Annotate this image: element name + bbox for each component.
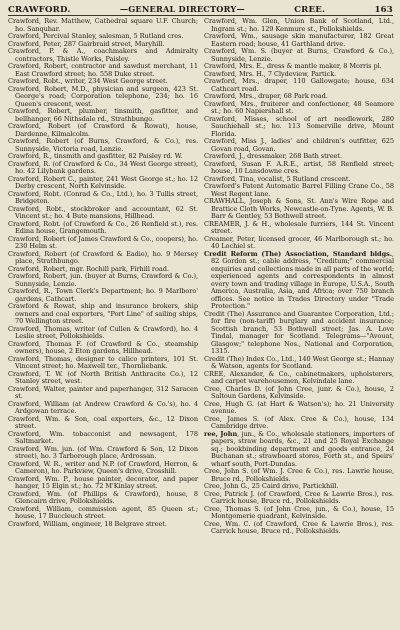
directory-entry: Crawford, Mrs., draper, 110 Gallowgate; house, 634 Cathcart road.: [204, 77, 394, 93]
page-number: 163: [374, 5, 393, 15]
directory-entry: CREE, Alexander, & Co., cabinetmakers, upholsterers, and carpet warehousemen, Kelvindale lane.: [204, 369, 394, 385]
directory-entry: Credit (The) Assurance and Guarantee Corporation, Ltd.; for fire (non-tariff) burglary and accident insurance; Scottish branch, 53 Bothwell street; Jas. A. Love Tindal, manager for Scotland. Telegrams—"Avouat, Glasgow;" telephone Nos., National and Corporation, 1315.: [204, 309, 394, 355]
directory-entry: Cree, John G., 25 Caird drive, Partickhill.: [204, 482, 339, 490]
header-rule: [8, 15, 393, 16]
directory-entry: Crawford, Robert, mgr. Rochill park, Firhill road.: [8, 264, 169, 273]
directory-entry: Crawford, Peter, 287 Gairbraid street, Maryhill.: [8, 39, 165, 48]
directory-entry: Crawford, Wm. jun. (of Wm. Crawford & Son, 12 Dixon street), ho. 3 Tarborough place, Ardrossan.: [8, 444, 198, 460]
directory-entry: Crawford, Misses, school of art needlework, 280 Sauchiehall st.; ho. 113 Somerville drive, Mount Florida.: [204, 114, 394, 138]
directory-entry: Crawford, Mrs. H., 7 Clydeview, Partick.: [204, 69, 337, 78]
directory-entry: Crawford & Rowat, ship and insurance brokers, ship owners and coal exporters, "Port Line" of sailing ships, 70 Wellington street.: [8, 302, 198, 325]
directory-entry: Crawford, Wm. P., house painter, decorator, and paper hanger, 15 Elgin st.; ho. 72 M'Kinlay street.: [8, 474, 198, 490]
directory-entry: Cree, John S. (of Wm. J. Cree & Co.), res. Lawrie house, Bruce rd., Pollokshields.: [204, 467, 394, 483]
directory-entry: Cree, Hugh G. (at Hart & Watson's); ho. 21 University avenue.: [204, 399, 394, 415]
directory-entry: ree, John, jun., & Co., wholesale stationers, importers of papers, straw boards, &c., 21 and 25 Royal Exchange sq.; bookbinding department and goods entrance, 24 Buchanan st.; strawboard stores, Forth st., and Speirs' wharf south, Port-Dundas.: [204, 429, 394, 468]
directory-entry: Crawford, R., Town Clerk's Department; ho. 9 Marlboro' gardens, Cathcart.: [8, 287, 198, 303]
directory-entry: Crawford, Wm., sausage skin manufacturer, 182 Great Eastern road; house, 41 Garthland drive.: [204, 32, 394, 48]
directory-entry: Crawford, Robt., stockbroker and accountant, 62 St. Vincent st.; ho. 4 Bute mansions, Hillhead.: [8, 204, 198, 220]
directory-entry: Creamer, Peter, licensed grocer, 46 Marlborough st.; ho. 40 Lochiel st.: [204, 234, 394, 250]
directory-entry: Crawford, W. R., writer and N.P. (of Crawford, Herron, & Cameron), ho. Parkview, Queen's drive, Crosshill.: [8, 459, 198, 475]
directory-entry: Crawford, Wm. S. (buyer at Burns, Crawford & Co.), Sunnyside, Lenzie.: [204, 47, 394, 63]
directory-entry: CREAMER, J. & H., wholesale furriers, 144 St. Vincent street.: [204, 219, 394, 235]
directory-entry: Cree, Patrick J. (of Crawford, Cree & Lawrie Bros.), res. Carrick house, Bruce rd., Pollokshields.: [204, 489, 394, 505]
directory-entry: Crawford, Robert, plumber, tinsmith, gasfitter, and bellhanger, 66 Nithsdale rd., Strathbungo.: [8, 107, 198, 123]
directory-entry: Crawford, William, commission agent, 85 Queen st.; house, 17 Buccleuch street.: [8, 504, 198, 520]
directory-entry: Crawford, Tina, vocalist, 5 Rutland crescent.: [204, 174, 351, 183]
directory-entry: Crawford, Wm. Glen, Union Bank of Scotland, Ltd., Ingram st.; ho. 129 Kenmure st., Pollokshields.: [204, 17, 394, 33]
directory-entry: Crawford, Robt., writer, 234 West George street.: [8, 77, 168, 85]
directory-entry: Crawford, Mrs. E., dress & mantle maker, 8 Morris pl.: [204, 62, 382, 70]
directory-entry: Crawford, Robert (of James Crawford & Co., coopers), ho. 230 Helm st.: [8, 234, 198, 250]
directory-entry: Cree, Charles D. (of John Cree, junr. & Co.), house, 2 Saltoun Gardens, Kelvinside.: [204, 384, 394, 400]
directory-entry: Crawford, Wm. & Son, coal exporters, &c., 12 Dixon street.: [8, 414, 198, 430]
header-right: CREE.: [294, 5, 326, 15]
directory-entry: Crawford, William, engineer, 18 Belgrave street.: [8, 519, 167, 528]
directory-entry: Crawford, Robert (of Crawford & Rowat), house, Dardenne, Kilmalcolm.: [8, 122, 198, 138]
directory-entry: Crawford, Thomas, designer to calico printers, 101 St. Vincent street; ho. Maxwell ter., Thornliebank.: [8, 354, 198, 370]
directory-entry: Cree, James S. (of Alex. Cree & Co.), house, 134 Cambridge drive.: [204, 414, 394, 430]
directory-entry: Crawford, Rev. Matthew, Cathedral square U.F. Church; ho. Sanquhar.: [8, 17, 198, 33]
directory-entry: Crawford, Robert, contractor and sawdust merchant, 11 East Crawford street; ho. 558 Duke street.: [8, 62, 198, 78]
directory-entry: Crawford, Robt. (of Crawford & Co., 26 Renfield st.), res. Edina house, Grangemouth.: [8, 219, 198, 235]
directory-entry: Crawford, Thomas F. (of Crawford & Co., steamship owners), house, 2 Eton gardens, Hillhead.: [8, 339, 198, 355]
directory-entry: Crawford, Robt. (Conrad & Co., Ltd.), ho. 3 Tullis street, Bridgeton.: [8, 189, 198, 205]
directory-entry: Cree, Wm. C. (of Crawford, Cree & Lawrie Bros.), res. Carrick house, Bruce rd., Pollokshields.: [204, 519, 394, 535]
directory-entry: Crawford, Robert, jun. (buyer at Burns, Crawford & Co.), Sunnyside, Lenzie.: [8, 272, 198, 288]
directory-entry: Crawford, P. & A., coachmakers and Admiralty contractors, Thistle Works, Paisley.: [8, 47, 198, 63]
directory-entry: Crawford's Patent Automatic Barrel Filling Crane Co., 58 West Regent lane.: [204, 182, 394, 198]
header-left: CRAWFORD.: [8, 5, 71, 15]
page-header: [8, 4, 393, 14]
directory-entry: Crawford, Mrs., fruiterer and confectioner, 48 Seamore st.; ho. 60 Napiershall st.: [204, 99, 394, 115]
directory-entry: Crawford, Thomas, writer (of Cullen & Crawford), ho. 4 Leslie street, Pollokshields.: [8, 324, 198, 340]
directory-entry: Crawford, Robert, M.D., physician and surgeon, 423 St. George's road; Corporation telephone, 234; ho. 16 Queen's crescent, west.: [8, 84, 198, 108]
directory-entry: Crawford, R. (of Crawford & Co., 34 West George street), ho. 42 Lilybank gardens.: [8, 159, 198, 175]
columns: [8, 18, 393, 630]
directory-entry: Crawford, J., dressmaker, 268 Bath street.: [204, 152, 342, 160]
directory-entry: Credit Reform (The) Association, Standard bldgs., 82 Gordon st.; cable address, "Creditum;" commercial enquiries and collections made in all parts of the world; experienced agents and correspondents in almost every town and trading village in Europe, U.S.A., South America, Australia, Asia, and Africa; over 750 branch offices. See notice in Trades Directory under "Trade Protection.": [204, 249, 394, 310]
directory-entry: Crawford, Wm. (of Phillips & Crawford), house, 8 Glencairn drive, Pollokshields.: [8, 489, 198, 505]
left-column: [8, 18, 198, 630]
directory-entry: Crawford, Percival Stanley, salesman, 5 Rutland cres.: [8, 32, 184, 40]
directory-entry: Crawford, Robert C., painter, 241 West George st.; ho. 12 Derby crescent, North Kelvinside.: [8, 174, 198, 190]
right-column: [204, 18, 394, 630]
directory-entry: CRAWHALL, Joseph & Sons, St. Ann's Wire Rope and Brattice Cloth Works, Newcastle-on-Tyne. Agents, W. B. Barr & Gentley, 53 Bothwell street.: [204, 197, 394, 220]
header-center: —GENERAL DIRECTORY—: [119, 4, 245, 14]
directory-entry: Crawford, Walter, painter and paperhanger, 312 Saracen st.: [8, 384, 198, 400]
directory-entry: Crawford, T. W. (of North British Anthracite Co.), 12 Stanley street, west.: [8, 369, 198, 385]
directory-entry: Crawford, Robert (of Burns, Crawford, & Co.), res. Sunnyside, Victoria road, Lenzie.: [8, 137, 198, 153]
directory-entry: Credit (The) Index Co., Ltd., 140 West George st.; Hannay & Watson, agents for Scotland.: [204, 354, 394, 370]
directory-entry: Crawford, Miss J., ladies' and children's outfitter, 625 Govan road, Govan.: [204, 137, 394, 153]
directory-entry: Crawford, Susan F. A.R.E., artist, 58 Renfield street; house, 10 Lansdowne cres.: [204, 159, 394, 175]
directory-entry: Crawford, Robert (of Crawford & Eadie), ho. 9 Mersey place, Strathbungo.: [8, 249, 198, 265]
directory-entry: Crawford, William (at Andrew Crawford & Co.'s), ho. 4 Ardgowan terrace.: [8, 399, 198, 415]
directory-entry: Crawford, R., tinsmith and gasfitter, 82 Paisley rd. W.: [8, 152, 183, 160]
directory-entry: Cree, Thomas S. (of John Cree, jun., & Co.), house, 15 Montgomerie quadrant, Kelvinside.: [204, 504, 394, 520]
directory-entry: Crawford, Mrs., draper, 68 Park road.: [204, 92, 328, 100]
directory-entry: Crawford, Wm. tobacconist and newsagent, 178 Saltmarket.: [8, 429, 198, 445]
